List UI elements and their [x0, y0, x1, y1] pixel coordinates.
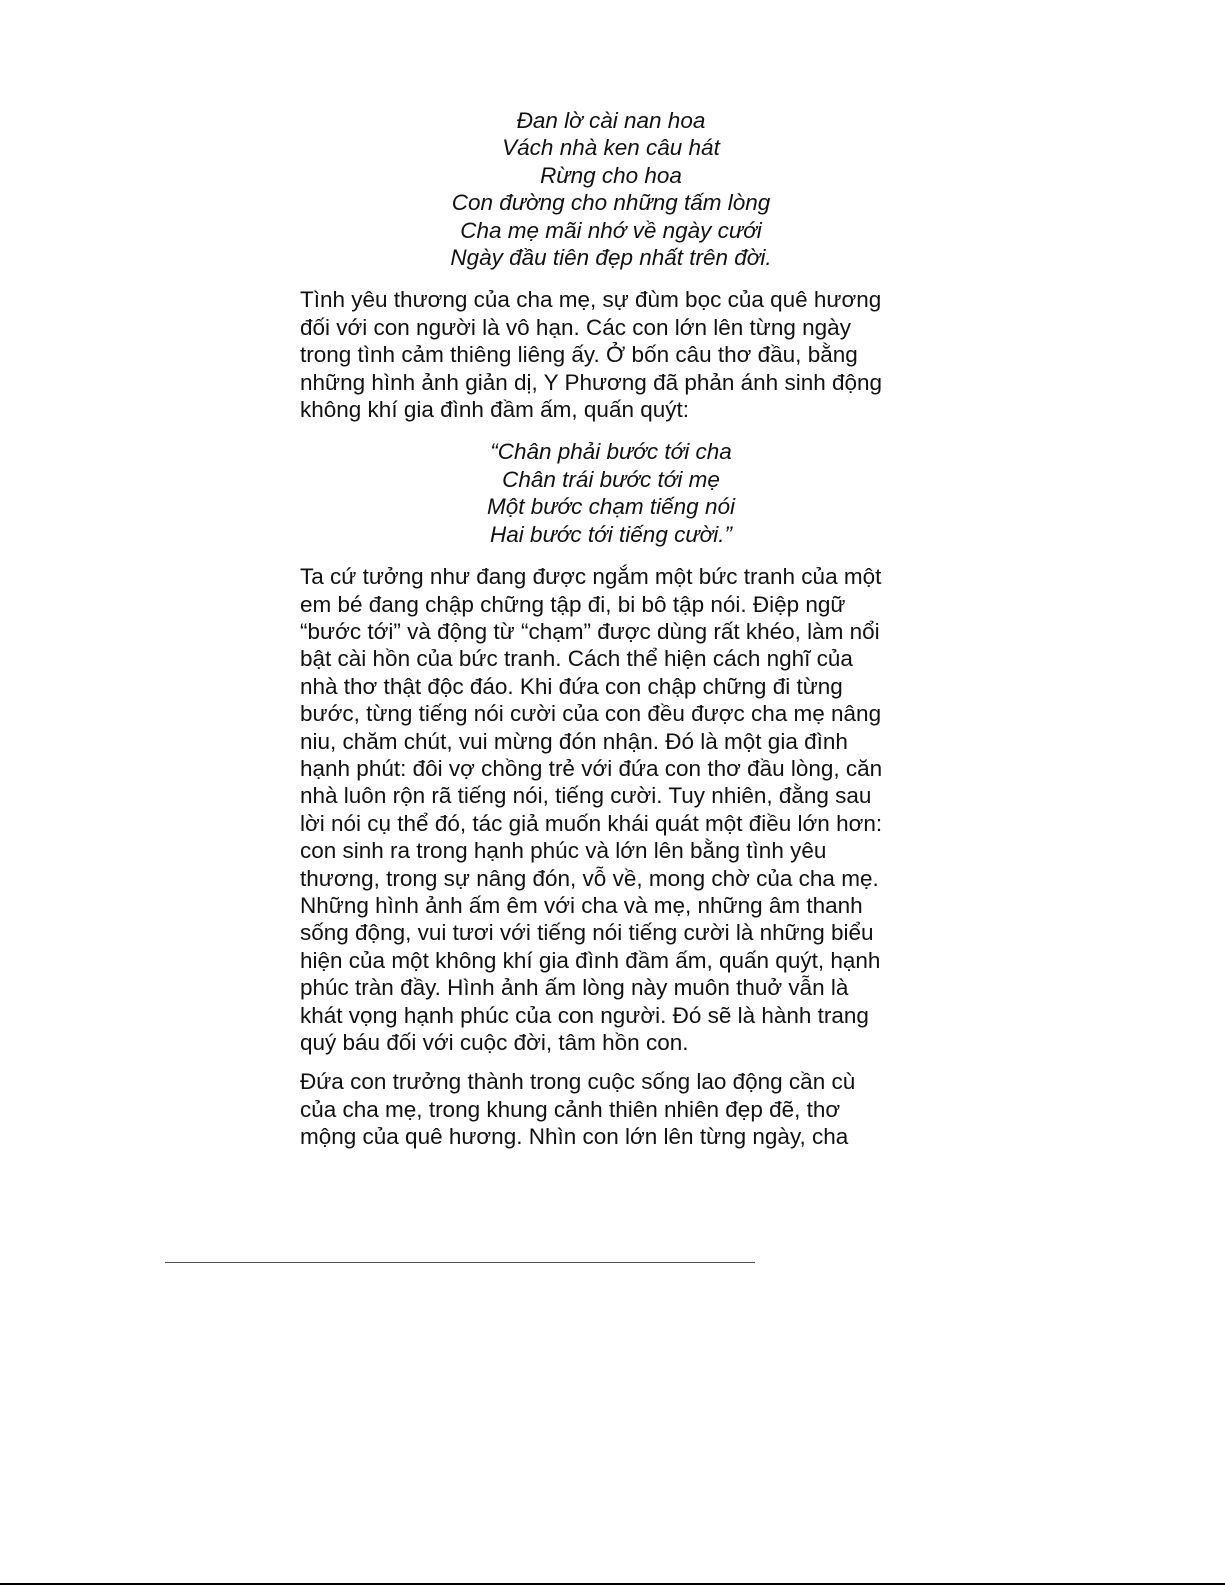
poem-line: Hai bước tới tiếng cười.”: [490, 521, 732, 547]
poem-line: Rừng cho hoa: [540, 162, 682, 188]
body-paragraph: Ta cứ tưởng như đang được ngắm một bức tranh của một em bé đang chập chững tập đi, bi bô tập nói. Điệp ngữ “bước tới” và động từ “chạm” được dùng rất khéo, làm nổi bật cài hồn của bức tranh. Cách thể hiện cách nghĩ của nhà thơ thật độc đáo. Khi đứa con chập chững đi từng bước, từng tiếng nói cười của con đều được cha mẹ nâng niu, chăm chút, vui mừng đón nhận. Đó là một gia đình hạnh phút: đôi vợ chồng trẻ với đứa con thơ đầu lòng, căn nhà luôn rộn rã tiếng nói, tiếng cười. Tuy nhiên, đằng sau lời nói cụ thể đó, tác giả muốn khái quát một điều lớn hơn: con sinh ra trong hạnh phúc và lớn lên bằng tình yêu thương, trong sự nâng đón, vỗ về, mong chờ của cha mẹ. Những hình ảnh ấm êm với cha và mẹ, những âm thanh sống động, vui tươi với tiếng nói tiếng cười là những biểu hiện của một không khí gia đình đầm ấm, quấn quýt, hạnh phúc tràn đầy. Hình ảnh ấm lòng này muôn thuở vẫn là khát vọng hạnh phúc của con người. Đó sẽ là hành trang quý báu đối với cuộc đời, tâm hồn con.: [300, 564, 883, 1055]
poem-line: Một bước chạm tiếng nói: [487, 494, 735, 520]
poem-stanza: [300, 107, 922, 271]
page-content: [300, 107, 922, 1151]
poem-line: “Chân phải bước tới cha: [490, 439, 732, 465]
poem-line: Ngày đầu tiên đẹp nhất trên đời.: [450, 245, 772, 271]
body-paragraph: Tình yêu thương của cha mẹ, sự đùm bọc của quê hương đối với con người là vô hạn. Các con lớn lên từng ngày trong tình cảm thiêng liêng ấy. Ở bốn câu thơ đầu, bằng những hình ảnh giản dị, Y Phương đã phản ánh sinh động không khí gia đình đầm ấm, quấn quýt:: [300, 287, 883, 423]
body-paragraph: Đứa con trưởng thành trong cuộc sống lao động cần cù của cha mẹ, trong khung cảnh thiên nhiên đẹp đẽ, thơ mộng của quê hương. Nhìn con lớn lên từng ngày, cha: [300, 1069, 856, 1150]
poem-line: Vách nhà ken câu hát: [502, 135, 720, 161]
poem-line: Chân trái bước tới mẹ: [502, 466, 720, 492]
poem-quote-stanza: [300, 438, 922, 548]
poem-line: Cha mẹ mãi nhớ về ngày cưới: [460, 217, 762, 243]
poem-line: Đan lờ cài nan hoa: [516, 108, 706, 133]
footnote-divider: [165, 1262, 755, 1263]
poem-line: Con đường cho những tấm lòng: [451, 190, 771, 216]
